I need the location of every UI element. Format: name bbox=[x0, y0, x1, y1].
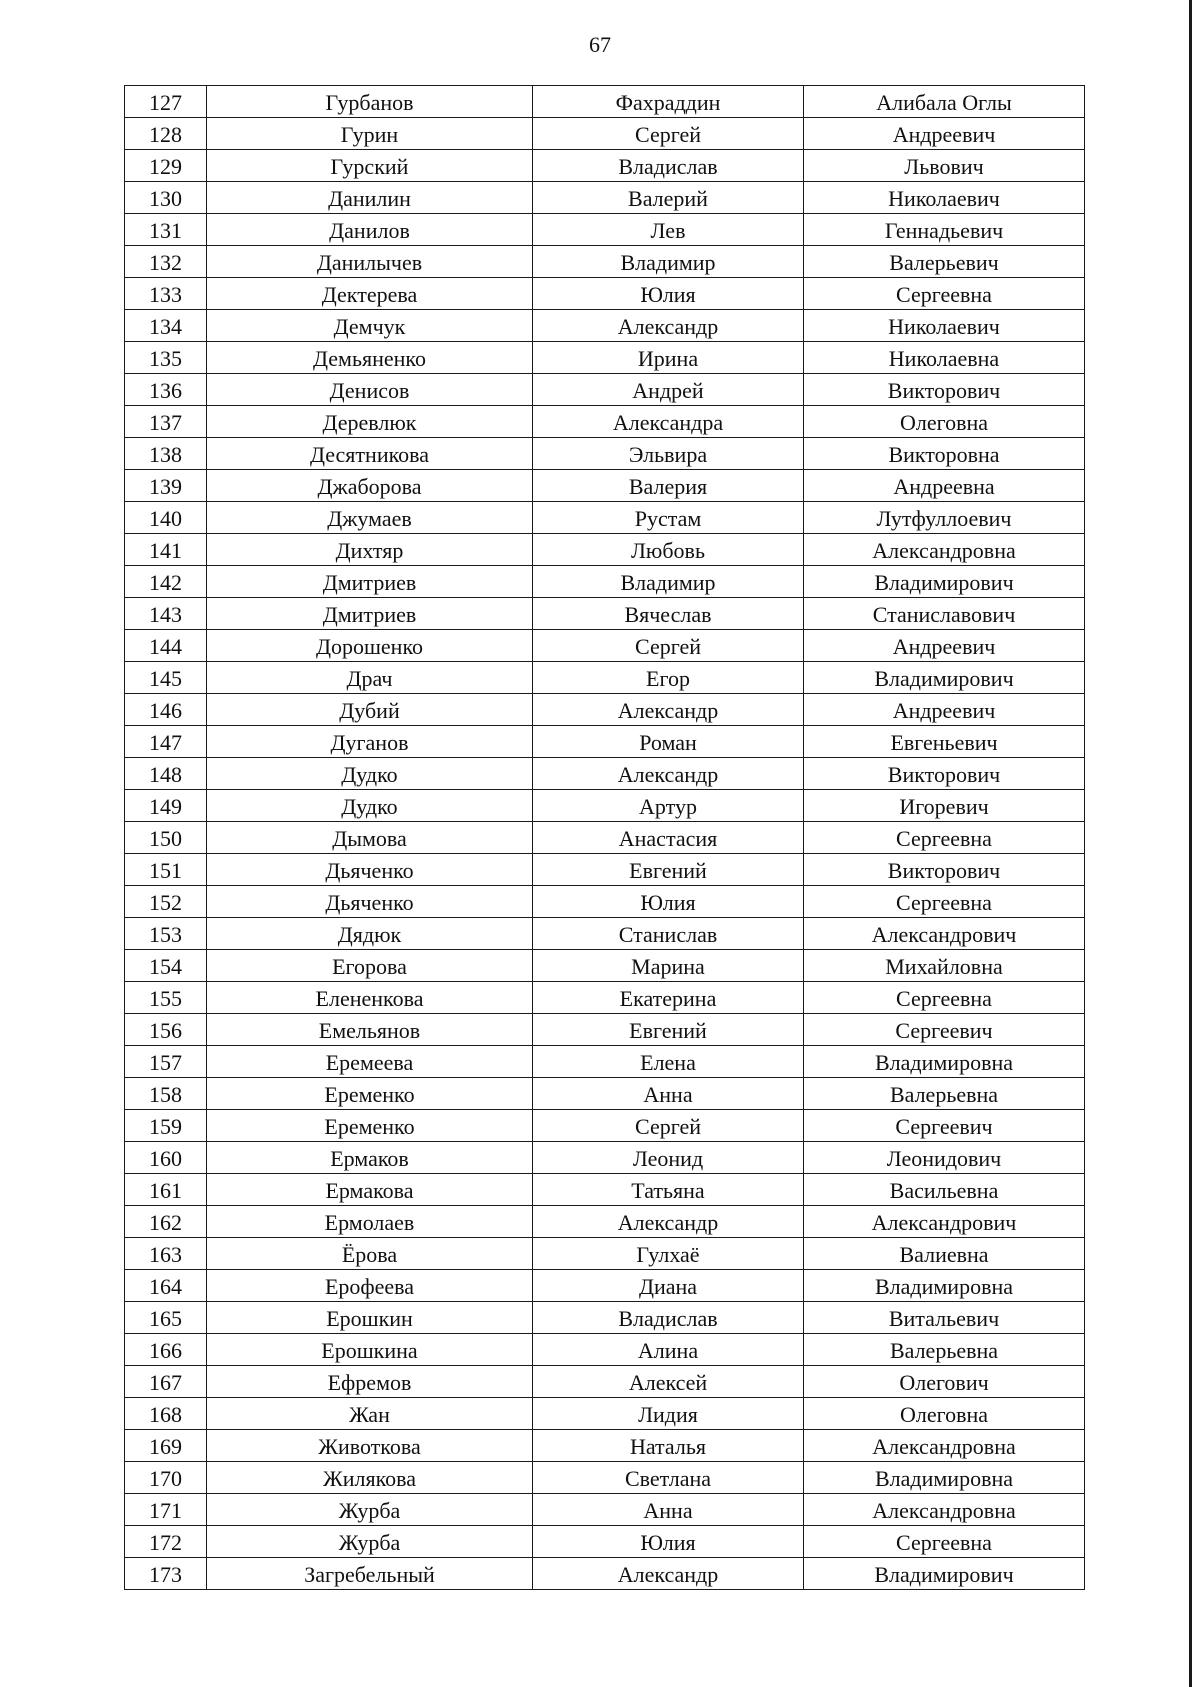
table-row bbox=[125, 630, 1085, 662]
last-name-cell: Ёрова bbox=[207, 1238, 533, 1270]
patronymic-cell: Евгеньевич bbox=[804, 726, 1085, 758]
table-row bbox=[125, 1014, 1085, 1046]
first-name-cell: Вячеслав bbox=[533, 598, 804, 630]
row-number-cell: 168 bbox=[125, 1398, 207, 1430]
first-name-cell: Сергей bbox=[533, 1110, 804, 1142]
first-name-cell: Сергей bbox=[533, 118, 804, 150]
first-name-cell: Артур bbox=[533, 790, 804, 822]
page-number: 67 bbox=[589, 32, 611, 57]
first-name-cell: Валерия bbox=[533, 470, 804, 502]
first-name-cell: Юлия bbox=[533, 1526, 804, 1558]
row-number-cell: 169 bbox=[125, 1430, 207, 1462]
table-row bbox=[125, 598, 1085, 630]
row-number-cell: 163 bbox=[125, 1238, 207, 1270]
patronymic-cell: Олеговна bbox=[804, 1398, 1085, 1430]
row-number-cell: 128 bbox=[125, 118, 207, 150]
last-name-cell: Дядюк bbox=[207, 918, 533, 950]
patronymic-cell: Олегович bbox=[804, 1366, 1085, 1398]
first-name-cell: Станислав bbox=[533, 918, 804, 950]
patronymic-cell: Александровна bbox=[804, 1494, 1085, 1526]
first-name-cell: Егор bbox=[533, 662, 804, 694]
table-row bbox=[125, 758, 1085, 790]
last-name-cell: Гурбанов bbox=[207, 86, 533, 118]
first-name-cell: Елена bbox=[533, 1046, 804, 1078]
last-name-cell: Еремеева bbox=[207, 1046, 533, 1078]
last-name-cell: Жилякова bbox=[207, 1462, 533, 1494]
row-number-cell: 149 bbox=[125, 790, 207, 822]
first-name-cell: Владимир bbox=[533, 246, 804, 278]
table-row bbox=[125, 1270, 1085, 1302]
last-name-cell: Ерошкин bbox=[207, 1302, 533, 1334]
patronymic-cell: Львович bbox=[804, 150, 1085, 182]
row-number-cell: 154 bbox=[125, 950, 207, 982]
patronymic-cell: Сергеевич bbox=[804, 1014, 1085, 1046]
first-name-cell: Марина bbox=[533, 950, 804, 982]
first-name-cell: Диана bbox=[533, 1270, 804, 1302]
first-name-cell: Владислав bbox=[533, 1302, 804, 1334]
table-row bbox=[125, 886, 1085, 918]
last-name-cell: Данилов bbox=[207, 214, 533, 246]
first-name-cell: Татьяна bbox=[533, 1174, 804, 1206]
row-number-cell: 146 bbox=[125, 694, 207, 726]
row-number-cell: 156 bbox=[125, 1014, 207, 1046]
table-row bbox=[125, 1238, 1085, 1270]
first-name-cell: Рустам bbox=[533, 502, 804, 534]
table-row bbox=[125, 1558, 1085, 1590]
table-row bbox=[125, 662, 1085, 694]
row-number-cell: 150 bbox=[125, 822, 207, 854]
table-row bbox=[125, 438, 1085, 470]
table-row bbox=[125, 1110, 1085, 1142]
patronymic-cell: Игоревич bbox=[804, 790, 1085, 822]
row-number-cell: 166 bbox=[125, 1334, 207, 1366]
table-row bbox=[125, 182, 1085, 214]
row-number-cell: 141 bbox=[125, 534, 207, 566]
table-row bbox=[125, 534, 1085, 566]
last-name-cell: Данилычев bbox=[207, 246, 533, 278]
patronymic-cell: Валерьевна bbox=[804, 1078, 1085, 1110]
row-number-cell: 135 bbox=[125, 342, 207, 374]
row-number-cell: 132 bbox=[125, 246, 207, 278]
first-name-cell: Фахраддин bbox=[533, 86, 804, 118]
patronymic-cell: Витальевич bbox=[804, 1302, 1085, 1334]
last-name-cell: Елененкова bbox=[207, 982, 533, 1014]
table-row bbox=[125, 214, 1085, 246]
patronymic-cell: Владимировна bbox=[804, 1270, 1085, 1302]
first-name-cell: Александр bbox=[533, 694, 804, 726]
first-name-cell: Алексей bbox=[533, 1366, 804, 1398]
last-name-cell: Дуганов bbox=[207, 726, 533, 758]
row-number-cell: 151 bbox=[125, 854, 207, 886]
first-name-cell: Лидия bbox=[533, 1398, 804, 1430]
row-number-cell: 164 bbox=[125, 1270, 207, 1302]
patronymic-cell: Николаевич bbox=[804, 310, 1085, 342]
last-name-cell: Егорова bbox=[207, 950, 533, 982]
patronymic-cell: Владимировна bbox=[804, 1046, 1085, 1078]
patronymic-cell: Александрович bbox=[804, 918, 1085, 950]
patronymic-cell: Сергеевич bbox=[804, 1110, 1085, 1142]
first-name-cell: Александр bbox=[533, 1558, 804, 1590]
table-row bbox=[125, 822, 1085, 854]
first-name-cell: Владимир bbox=[533, 566, 804, 598]
row-number-cell: 157 bbox=[125, 1046, 207, 1078]
first-name-cell: Александр bbox=[533, 310, 804, 342]
table-row bbox=[125, 1430, 1085, 1462]
last-name-cell: Дудко bbox=[207, 790, 533, 822]
last-name-cell: Емельянов bbox=[207, 1014, 533, 1046]
table-row bbox=[125, 1142, 1085, 1174]
first-name-cell: Анна bbox=[533, 1494, 804, 1526]
row-number-cell: 140 bbox=[125, 502, 207, 534]
patronymic-cell: Сергеевна bbox=[804, 1526, 1085, 1558]
patronymic-cell: Лутфуллоевич bbox=[804, 502, 1085, 534]
patronymic-cell: Сергеевна bbox=[804, 886, 1085, 918]
table-row bbox=[125, 1174, 1085, 1206]
last-name-cell: Джаборова bbox=[207, 470, 533, 502]
row-number-cell: 173 bbox=[125, 1558, 207, 1590]
first-name-cell: Светлана bbox=[533, 1462, 804, 1494]
last-name-cell: Животкова bbox=[207, 1430, 533, 1462]
first-name-cell: Гулхаё bbox=[533, 1238, 804, 1270]
first-name-cell: Лев bbox=[533, 214, 804, 246]
last-name-cell: Джумаев bbox=[207, 502, 533, 534]
last-name-cell: Дектерева bbox=[207, 278, 533, 310]
patronymic-cell: Олеговна bbox=[804, 406, 1085, 438]
patronymic-cell: Владимирович bbox=[804, 662, 1085, 694]
table-row bbox=[125, 694, 1085, 726]
table-row bbox=[125, 726, 1085, 758]
table-row bbox=[125, 1078, 1085, 1110]
last-name-cell: Дьяченко bbox=[207, 854, 533, 886]
first-name-cell: Александра bbox=[533, 406, 804, 438]
roster-table-body bbox=[125, 86, 1085, 1590]
row-number-cell: 155 bbox=[125, 982, 207, 1014]
table-row bbox=[125, 566, 1085, 598]
last-name-cell: Дубий bbox=[207, 694, 533, 726]
table-row bbox=[125, 1526, 1085, 1558]
table-row bbox=[125, 918, 1085, 950]
table-row bbox=[125, 118, 1085, 150]
first-name-cell: Сергей bbox=[533, 630, 804, 662]
row-number-cell: 143 bbox=[125, 598, 207, 630]
table-row bbox=[125, 1462, 1085, 1494]
first-name-cell: Екатерина bbox=[533, 982, 804, 1014]
patronymic-cell: Владимировна bbox=[804, 1462, 1085, 1494]
patronymic-cell: Андреевич bbox=[804, 118, 1085, 150]
table-row bbox=[125, 1366, 1085, 1398]
patronymic-cell: Леонидович bbox=[804, 1142, 1085, 1174]
last-name-cell: Дорошенко bbox=[207, 630, 533, 662]
first-name-cell: Эльвира bbox=[533, 438, 804, 470]
row-number-cell: 147 bbox=[125, 726, 207, 758]
table-row bbox=[125, 950, 1085, 982]
first-name-cell: Евгений bbox=[533, 854, 804, 886]
patronymic-cell: Владимирович bbox=[804, 1558, 1085, 1590]
first-name-cell: Наталья bbox=[533, 1430, 804, 1462]
row-number-cell: 148 bbox=[125, 758, 207, 790]
table-row bbox=[125, 406, 1085, 438]
row-number-cell: 130 bbox=[125, 182, 207, 214]
patronymic-cell: Сергеевна bbox=[804, 822, 1085, 854]
table-row bbox=[125, 1494, 1085, 1526]
first-name-cell: Юлия bbox=[533, 886, 804, 918]
last-name-cell: Жан bbox=[207, 1398, 533, 1430]
row-number-cell: 144 bbox=[125, 630, 207, 662]
last-name-cell: Демчук bbox=[207, 310, 533, 342]
table-row bbox=[125, 854, 1085, 886]
table-row bbox=[125, 246, 1085, 278]
scan-edge-line bbox=[1189, 0, 1192, 1687]
patronymic-cell: Алибала Оглы bbox=[804, 86, 1085, 118]
table-row bbox=[125, 278, 1085, 310]
patronymic-cell: Викторович bbox=[804, 758, 1085, 790]
row-number-cell: 171 bbox=[125, 1494, 207, 1526]
row-number-cell: 162 bbox=[125, 1206, 207, 1238]
table-row bbox=[125, 1334, 1085, 1366]
table-row bbox=[125, 1302, 1085, 1334]
patronymic-cell: Валерьевна bbox=[804, 1334, 1085, 1366]
row-number-cell: 131 bbox=[125, 214, 207, 246]
patronymic-cell: Андреевна bbox=[804, 470, 1085, 502]
first-name-cell: Александр bbox=[533, 758, 804, 790]
row-number-cell: 161 bbox=[125, 1174, 207, 1206]
first-name-cell: Ирина bbox=[533, 342, 804, 374]
patronymic-cell: Васильевна bbox=[804, 1174, 1085, 1206]
last-name-cell: Еременко bbox=[207, 1110, 533, 1142]
table-row bbox=[125, 982, 1085, 1014]
patronymic-cell: Владимирович bbox=[804, 566, 1085, 598]
table-row bbox=[125, 502, 1085, 534]
row-number-cell: 136 bbox=[125, 374, 207, 406]
last-name-cell: Журба bbox=[207, 1494, 533, 1526]
last-name-cell: Гурский bbox=[207, 150, 533, 182]
last-name-cell: Журба bbox=[207, 1526, 533, 1558]
row-number-cell: 160 bbox=[125, 1142, 207, 1174]
last-name-cell: Денисов bbox=[207, 374, 533, 406]
row-number-cell: 167 bbox=[125, 1366, 207, 1398]
last-name-cell: Дмитриев bbox=[207, 566, 533, 598]
patronymic-cell: Сергеевна bbox=[804, 982, 1085, 1014]
table-row bbox=[125, 1398, 1085, 1430]
last-name-cell: Десятникова bbox=[207, 438, 533, 470]
table-row bbox=[125, 470, 1085, 502]
last-name-cell: Гурин bbox=[207, 118, 533, 150]
patronymic-cell: Александровна bbox=[804, 1430, 1085, 1462]
last-name-cell: Ермаков bbox=[207, 1142, 533, 1174]
patronymic-cell: Сергеевна bbox=[804, 278, 1085, 310]
first-name-cell: Леонид bbox=[533, 1142, 804, 1174]
last-name-cell: Дьяченко bbox=[207, 886, 533, 918]
last-name-cell: Загребельный bbox=[207, 1558, 533, 1590]
table-row bbox=[125, 86, 1085, 118]
first-name-cell: Александр bbox=[533, 1206, 804, 1238]
row-number-cell: 137 bbox=[125, 406, 207, 438]
table-row bbox=[125, 310, 1085, 342]
patronymic-cell: Михайловна bbox=[804, 950, 1085, 982]
first-name-cell: Евгений bbox=[533, 1014, 804, 1046]
roster-table bbox=[124, 85, 1085, 1590]
table-row bbox=[125, 374, 1085, 406]
row-number-cell: 165 bbox=[125, 1302, 207, 1334]
first-name-cell: Любовь bbox=[533, 534, 804, 566]
last-name-cell: Ермолаев bbox=[207, 1206, 533, 1238]
last-name-cell: Ермакова bbox=[207, 1174, 533, 1206]
row-number-cell: 127 bbox=[125, 86, 207, 118]
row-number-cell: 152 bbox=[125, 886, 207, 918]
patronymic-cell: Геннадьевич bbox=[804, 214, 1085, 246]
table-row bbox=[125, 342, 1085, 374]
row-number-cell: 159 bbox=[125, 1110, 207, 1142]
patronymic-cell: Николаевич bbox=[804, 182, 1085, 214]
patronymic-cell: Станиславович bbox=[804, 598, 1085, 630]
row-number-cell: 134 bbox=[125, 310, 207, 342]
first-name-cell: Алина bbox=[533, 1334, 804, 1366]
last-name-cell: Дмитриев bbox=[207, 598, 533, 630]
first-name-cell: Валерий bbox=[533, 182, 804, 214]
table-row bbox=[125, 1206, 1085, 1238]
patronymic-cell: Валерьевич bbox=[804, 246, 1085, 278]
first-name-cell: Анна bbox=[533, 1078, 804, 1110]
row-number-cell: 145 bbox=[125, 662, 207, 694]
last-name-cell: Демьяненко bbox=[207, 342, 533, 374]
row-number-cell: 138 bbox=[125, 438, 207, 470]
patronymic-cell: Николаевна bbox=[804, 342, 1085, 374]
last-name-cell: Ерофеева bbox=[207, 1270, 533, 1302]
last-name-cell: Данилин bbox=[207, 182, 533, 214]
first-name-cell: Владислав bbox=[533, 150, 804, 182]
patronymic-cell: Андреевич bbox=[804, 694, 1085, 726]
patronymic-cell: Валиевна bbox=[804, 1238, 1085, 1270]
row-number-cell: 153 bbox=[125, 918, 207, 950]
last-name-cell: Ефремов bbox=[207, 1366, 533, 1398]
last-name-cell: Ерошкина bbox=[207, 1334, 533, 1366]
last-name-cell: Дихтяр bbox=[207, 534, 533, 566]
first-name-cell: Андрей bbox=[533, 374, 804, 406]
patronymic-cell: Александрович bbox=[804, 1206, 1085, 1238]
first-name-cell: Роман bbox=[533, 726, 804, 758]
row-number-cell: 170 bbox=[125, 1462, 207, 1494]
table-row bbox=[125, 1046, 1085, 1078]
row-number-cell: 158 bbox=[125, 1078, 207, 1110]
row-number-cell: 129 bbox=[125, 150, 207, 182]
last-name-cell: Драч bbox=[207, 662, 533, 694]
row-number-cell: 139 bbox=[125, 470, 207, 502]
last-name-cell: Дымова bbox=[207, 822, 533, 854]
last-name-cell: Дудко bbox=[207, 758, 533, 790]
first-name-cell: Юлия bbox=[533, 278, 804, 310]
patronymic-cell: Викторовна bbox=[804, 438, 1085, 470]
table-row bbox=[125, 790, 1085, 822]
patronymic-cell: Викторович bbox=[804, 374, 1085, 406]
last-name-cell: Деревлюк bbox=[207, 406, 533, 438]
last-name-cell: Еременко bbox=[207, 1078, 533, 1110]
row-number-cell: 172 bbox=[125, 1526, 207, 1558]
patronymic-cell: Андреевич bbox=[804, 630, 1085, 662]
patronymic-cell: Александровна bbox=[804, 534, 1085, 566]
row-number-cell: 142 bbox=[125, 566, 207, 598]
first-name-cell: Анастасия bbox=[533, 822, 804, 854]
table-row bbox=[125, 150, 1085, 182]
row-number-cell: 133 bbox=[125, 278, 207, 310]
patronymic-cell: Викторович bbox=[804, 854, 1085, 886]
